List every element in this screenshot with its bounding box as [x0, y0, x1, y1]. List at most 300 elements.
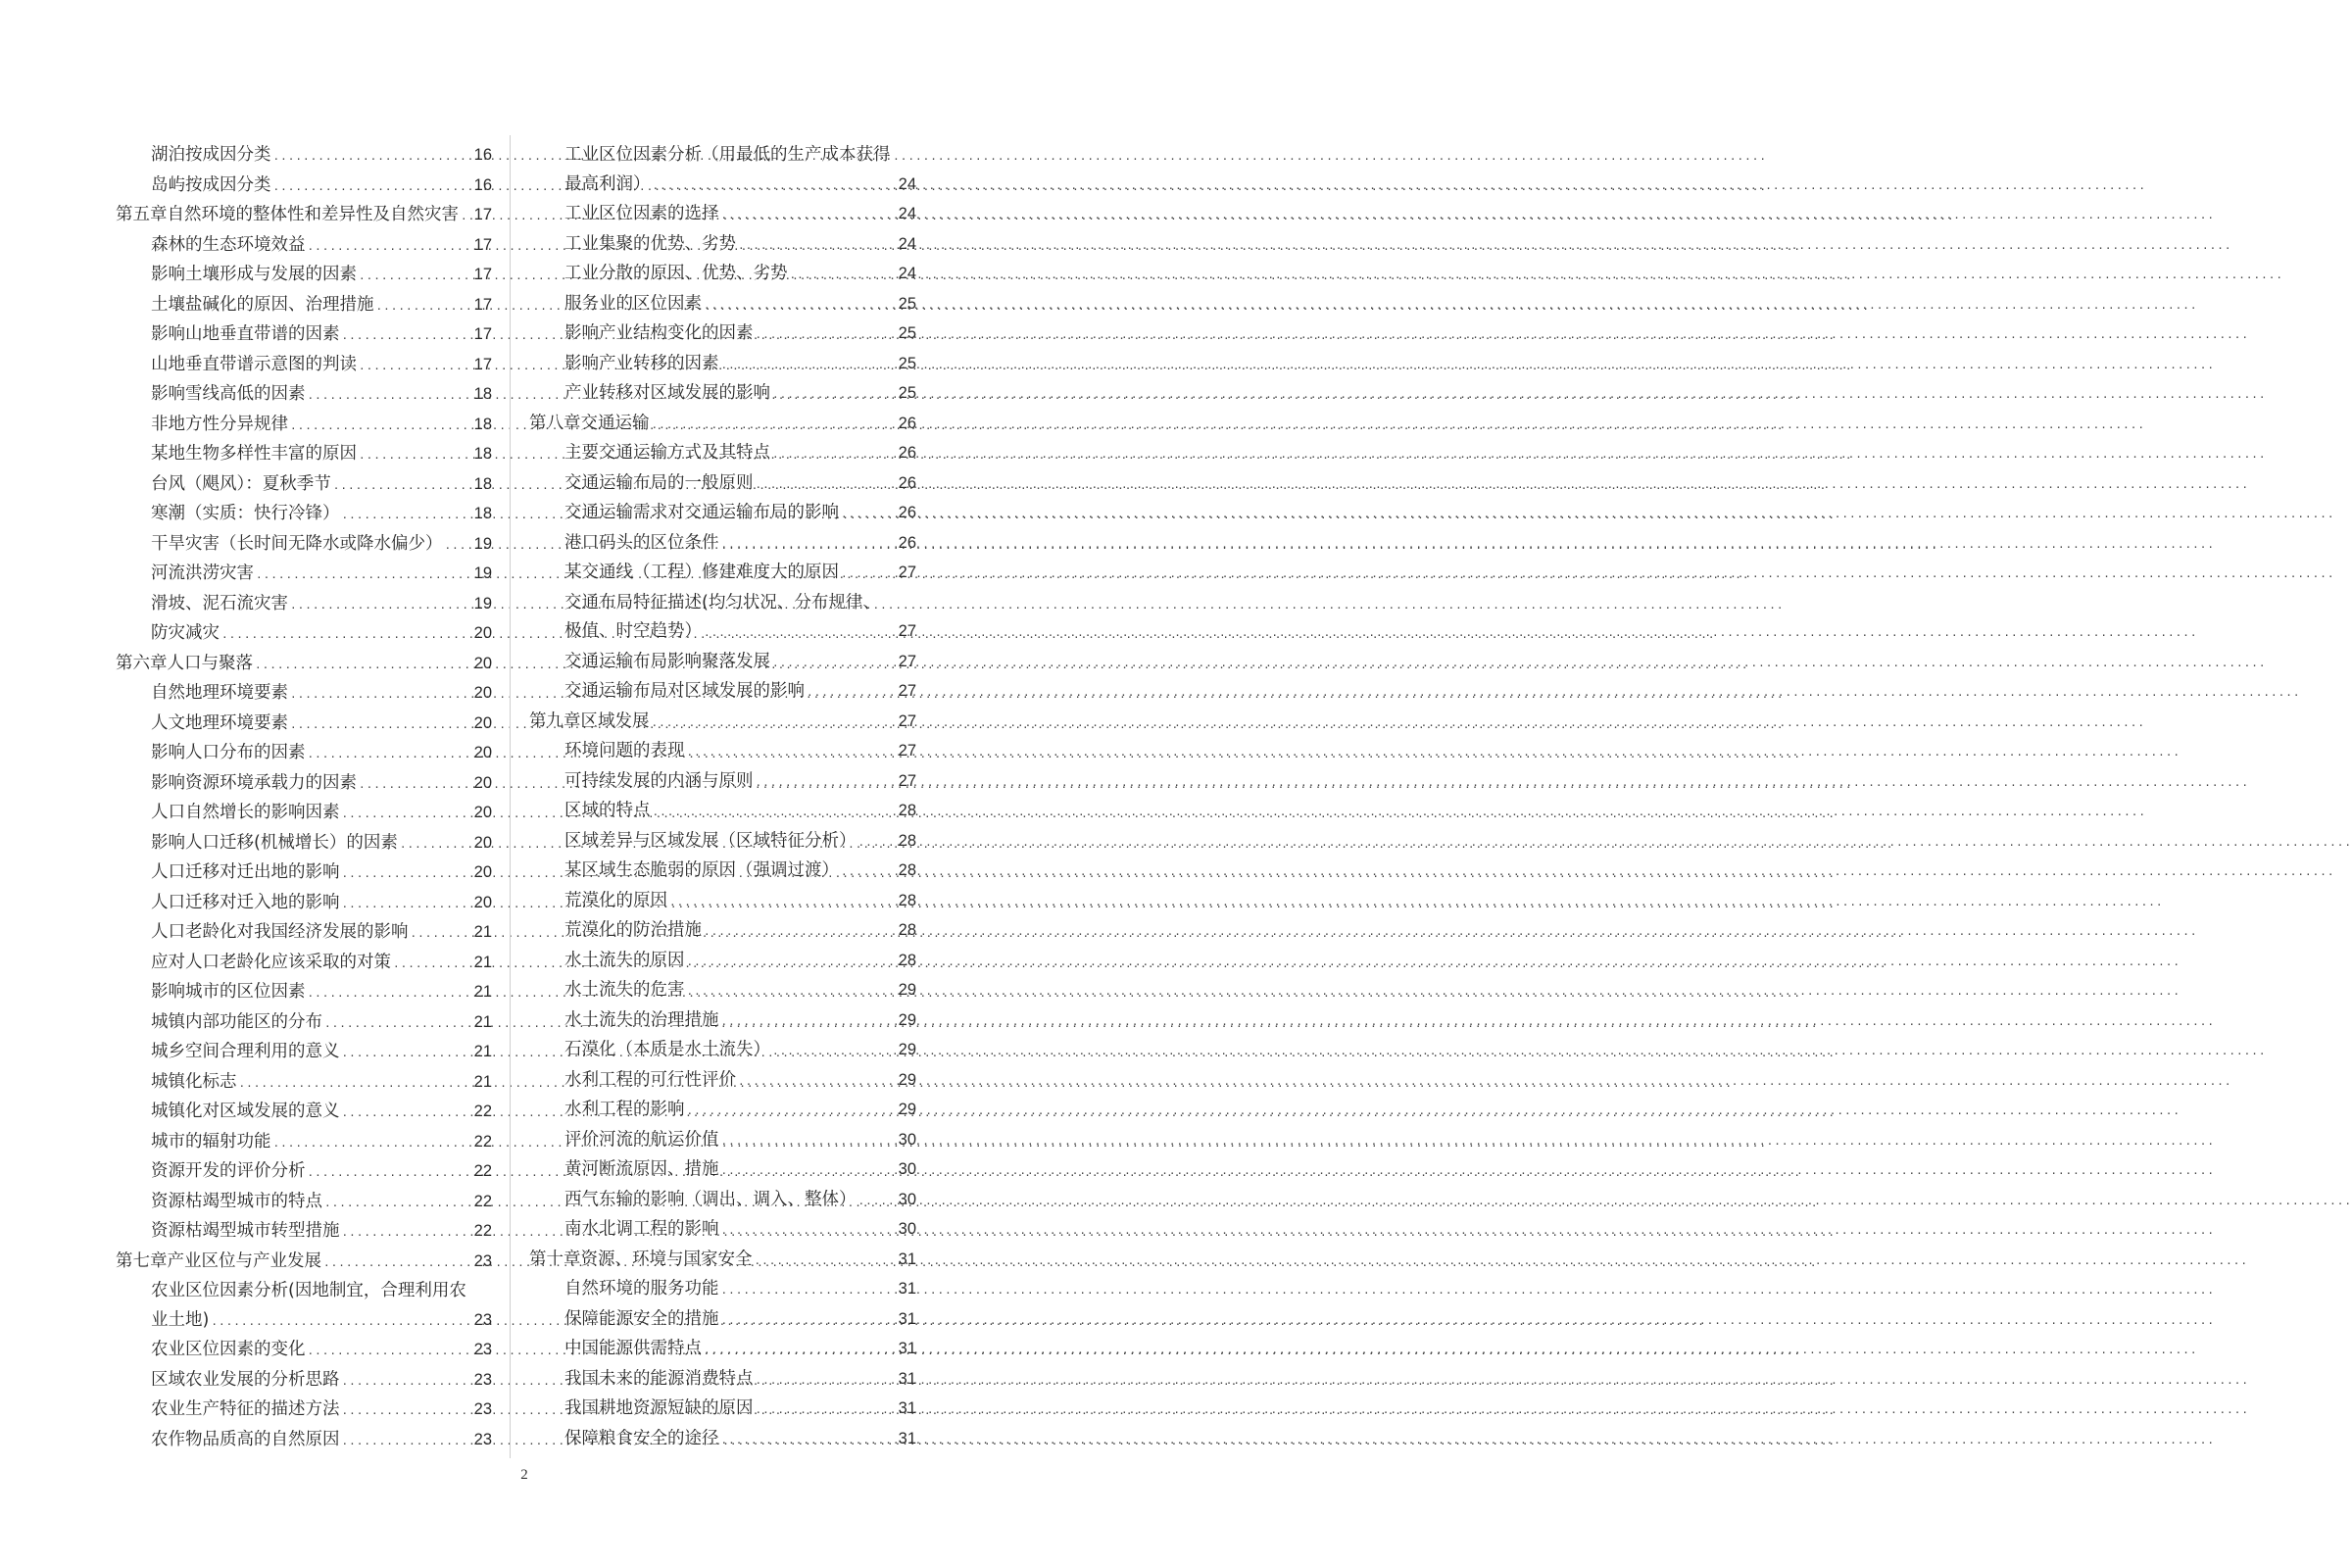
toc-entry-title: 第六章人口与聚落 — [116, 653, 253, 673]
toc-entry-title: 第八章交通运输 — [529, 413, 650, 433]
toc-section-entry[interactable] — [529, 1036, 916, 1066]
toc-section-entry[interactable] — [529, 1365, 916, 1396]
toc-entry-title: 土壤盐碱化的原因、治理措施 — [151, 294, 374, 315]
toc-section-entry[interactable] — [529, 200, 916, 230]
toc-section-entry[interactable] — [116, 411, 492, 441]
toc-entry-title: 湖泊按成因分类 — [151, 145, 271, 165]
toc-page-number: 21 — [473, 1072, 492, 1091]
toc-section-entry[interactable] — [529, 350, 916, 380]
toc-entry-title: 某区域生态脆弱的原因（强调过渡） — [564, 860, 839, 880]
toc-section-entry[interactable] — [116, 291, 492, 321]
toc-section-entry[interactable] — [116, 320, 492, 351]
toc-entry-title: 影响产业结构变化的因素 — [564, 323, 754, 343]
dot-leader — [756, 1366, 897, 1396]
dot-leader — [772, 649, 897, 678]
toc-entry-title: 环境问题的表现 — [564, 741, 685, 760]
dot-leader — [359, 262, 472, 291]
toc-page-number: 30 — [898, 1130, 916, 1149]
toc-entry-title: 影响资源环境承载力的因素 — [151, 772, 357, 793]
toc-entry-title: 寒潮（实质：快行冷锋） — [151, 504, 340, 523]
toc-page-number: 23 — [473, 1430, 492, 1448]
toc-page-number: 20 — [473, 684, 492, 702]
toc-entry-title: 城市的辐射功能 — [151, 1131, 271, 1152]
dot-leader — [308, 232, 472, 262]
toc-page-number: 21 — [473, 1012, 492, 1031]
toc-entry-title: 南水北调工程的影响 — [564, 1219, 719, 1239]
toc-section-entry[interactable] — [529, 677, 916, 708]
toc-section-entry[interactable] — [116, 1068, 492, 1099]
toc-section-entry[interactable] — [116, 560, 492, 590]
dot-leader — [323, 1249, 472, 1278]
toc-page-number: 31 — [898, 1250, 916, 1268]
toc-section-entry[interactable] — [529, 976, 916, 1006]
toc-section-entry[interactable] — [116, 1336, 492, 1366]
dot-leader — [400, 830, 472, 859]
toc-page-number: 17 — [473, 266, 492, 283]
dot-leader — [704, 618, 897, 648]
toc-page-number: 28 — [898, 891, 916, 909]
toc-page-number: 31 — [898, 1429, 916, 1447]
toc-section-entry[interactable] — [116, 1277, 492, 1336]
toc-page-number: 18 — [473, 445, 492, 463]
toc-entry-title: 农作物品质高的自然原因 — [151, 1429, 340, 1449]
toc-entry-title: 交通运输布局的一般原则 — [564, 472, 754, 493]
toc-section-entry[interactable] — [116, 619, 492, 650]
toc-page-number: 22 — [473, 1192, 492, 1210]
toc-entry-title: 影响产业转移的因素 — [564, 353, 719, 373]
toc-page-number: 18 — [473, 385, 492, 403]
dot-leader — [653, 798, 897, 827]
toc-page-number: 27 — [898, 742, 916, 760]
toc-entry-title: 资源枯竭型城市转型措施 — [151, 1221, 340, 1241]
toc-chapter-entry[interactable] — [116, 1248, 492, 1278]
toc-section-entry[interactable] — [529, 499, 916, 529]
toc-page-number: 24 — [898, 265, 916, 282]
dot-leader — [721, 1216, 897, 1246]
dot-leader — [290, 412, 472, 441]
toc-section-entry[interactable] — [529, 559, 916, 589]
toc-page-number: 18 — [473, 505, 492, 522]
toc-entry-title: 城镇化标志 — [151, 1071, 237, 1092]
toc-page-number: 27 — [898, 652, 916, 670]
toc-section-entry[interactable] — [116, 1217, 492, 1248]
toc-entry-title: 水土流失的治理措施 — [564, 1009, 719, 1030]
dot-leader — [652, 709, 897, 738]
toc-section-entry[interactable] — [529, 469, 916, 500]
toc-right-column — [529, 141, 916, 1454]
toc-section-entry[interactable] — [529, 1126, 916, 1156]
toc-page-number: 28 — [898, 802, 916, 819]
toc-entry-title: 影响雪线高低的因素 — [151, 384, 306, 404]
toc-entry-title: 农业区位因素分析(因地制宜，合理利用农 — [151, 1281, 466, 1300]
toc-page-number: 22 — [473, 1222, 492, 1240]
toc-entry-title: 交通布局特征描述(均匀状况、分布规律、 — [564, 592, 880, 612]
toc-section-entry[interactable] — [116, 769, 492, 800]
toc-entry-title: 荒漠化的防治措施 — [564, 920, 702, 940]
toc-section-entry[interactable] — [529, 767, 916, 798]
toc-page-number: 23 — [473, 1370, 492, 1389]
toc-entry-title: 防灾减灾 — [151, 623, 220, 643]
dot-leader — [790, 261, 897, 290]
toc-section-entry[interactable] — [529, 319, 916, 350]
dot-leader — [841, 858, 897, 887]
toc-section-entry[interactable] — [116, 172, 492, 202]
toc-chapter-entry[interactable] — [529, 708, 916, 738]
toc-entry-title: 我国耕地资源短缺的原因 — [564, 1398, 754, 1418]
toc-page-number: 24 — [898, 174, 916, 193]
toc-page-number: 30 — [898, 1220, 916, 1238]
toc-entry-title: 石漠化（本质是水土流失） — [564, 1040, 770, 1059]
toc-chapter-entry[interactable] — [116, 650, 492, 680]
toc-entry-title: 城镇化对区域发展的意义 — [151, 1102, 340, 1121]
dot-leader — [858, 1187, 897, 1216]
dot-leader — [687, 1097, 897, 1126]
dot-leader — [721, 1127, 897, 1156]
toc-entry-title: 工业区位因素的选择 — [564, 204, 719, 223]
toc-section-entry[interactable] — [116, 1396, 492, 1426]
dot-leader — [461, 202, 472, 231]
toc-section-entry[interactable] — [116, 590, 492, 620]
dot-leader — [652, 411, 897, 440]
toc-chapter-entry[interactable] — [529, 410, 916, 440]
dot-leader — [721, 1276, 897, 1305]
dot-leader — [342, 1099, 472, 1128]
dot-leader — [393, 950, 472, 979]
toc-entry-title: 影响人口分布的因素 — [151, 743, 306, 762]
toc-page-number: 29 — [898, 981, 916, 999]
toc-entry-title: 影响山地垂直带谱的因素 — [151, 324, 340, 344]
toc-page-number: 27 — [898, 622, 916, 640]
dot-leader — [687, 977, 897, 1006]
toc-entry-title: 工业集聚的优势、劣势 — [564, 233, 736, 254]
toc-chapter-entry[interactable] — [116, 201, 492, 231]
toc-page-number: 26 — [898, 533, 916, 552]
toc-page-number: 26 — [898, 504, 916, 521]
toc-page-number: 29 — [898, 1101, 916, 1118]
toc-section-entry[interactable] — [529, 589, 916, 648]
toc-section-entry[interactable] — [116, 799, 492, 829]
dot-leader — [755, 1247, 897, 1276]
dot-leader — [273, 1129, 472, 1158]
toc-section-entry[interactable] — [116, 1188, 492, 1218]
toc-entry-title: 人口迁移对迁出地的影响 — [151, 862, 340, 882]
toc-page-number: 16 — [473, 175, 492, 194]
toc-entry-title: 产业转移对区域发展的影响 — [564, 383, 770, 403]
dot-leader — [721, 351, 897, 380]
toc-entry-title: 评价河流的航运价值 — [564, 1129, 719, 1150]
toc-section-entry[interactable] — [529, 1275, 916, 1305]
toc-entry-title: 港口码头的区位条件 — [564, 532, 719, 553]
dot-leader — [342, 1218, 472, 1248]
toc-page-number: 20 — [473, 893, 492, 911]
toc-page-number: 31 — [898, 1340, 916, 1357]
toc-entry-title: 影响人口迁移(机械增长）的因素 — [151, 832, 398, 853]
toc-page-number: 29 — [898, 1010, 916, 1029]
toc-page-number: 17 — [473, 235, 492, 254]
toc-section-entry[interactable] — [116, 1426, 492, 1456]
toc-section-entry[interactable] — [529, 439, 916, 469]
toc-page-number: 17 — [473, 325, 492, 343]
toc-page-number: 19 — [473, 564, 492, 582]
toc-page-number: 20 — [473, 744, 492, 761]
toc-page-number: 21 — [473, 953, 492, 971]
toc-section-entry[interactable] — [529, 737, 916, 767]
toc-section-entry[interactable] — [529, 141, 916, 200]
toc-page-number: 26 — [898, 473, 916, 492]
toc-entry-title: 干旱灾害（长时间无降水或降水偏少） — [151, 533, 443, 554]
dot-leader — [221, 620, 472, 650]
toc-page-number: 17 — [473, 295, 492, 314]
toc-entry-title-continued: 业土地) — [151, 1309, 210, 1330]
toc-entry-title: 城镇内部功能区的分布 — [151, 1011, 322, 1032]
toc-entry-title: 水土流失的原因 — [564, 950, 685, 970]
toc-page-number: 17 — [473, 355, 492, 373]
dot-leader — [359, 770, 472, 800]
dot-leader — [704, 1336, 897, 1365]
toc-section-entry[interactable] — [116, 829, 492, 859]
toc-section-entry[interactable] — [116, 1008, 492, 1039]
toc-entry-title: 人口自然增长的影响因素 — [151, 803, 340, 822]
toc-entry-title: 我国未来的能源消费特点 — [564, 1368, 754, 1389]
dot-leader — [858, 828, 897, 858]
toc-entry-title: 保障能源安全的措施 — [564, 1308, 719, 1329]
dot-leader — [687, 738, 897, 767]
dot-leader — [308, 740, 472, 769]
toc-section-entry[interactable] — [116, 918, 492, 949]
toc-section-entry[interactable] — [116, 141, 492, 172]
dot-leader — [342, 1427, 472, 1456]
toc-entry-title: 主要交通运输方式及其特点 — [564, 443, 770, 463]
dot-leader — [342, 859, 472, 889]
toc-entry-title: 人口迁移对迁入地的影响 — [151, 892, 340, 912]
toc-page-number: 23 — [473, 1341, 492, 1358]
dot-leader — [807, 678, 897, 708]
toc-entry-title: 服务业的区位因素 — [564, 293, 702, 314]
toc-entry-title: 黄河断流原因、措施 — [564, 1159, 719, 1179]
toc-page-number: 20 — [473, 773, 492, 792]
toc-entry-title: 交通运输布局影响聚落发展 — [564, 651, 770, 671]
toc-section-entry[interactable] — [529, 1155, 916, 1186]
dot-leader — [756, 470, 897, 500]
toc-section-entry[interactable] — [529, 827, 916, 858]
toc-entry-title: 森林的生态环境效益 — [151, 234, 306, 255]
toc-page-number: 16 — [473, 146, 492, 164]
dot-leader — [290, 680, 472, 710]
toc-page-number: 17 — [473, 206, 492, 223]
toc-section-entry[interactable] — [116, 500, 492, 530]
toc-section-entry[interactable] — [529, 857, 916, 887]
toc-page-number: 18 — [473, 415, 492, 433]
toc-entry-title: 某交通线（工程）修建难度大的原因 — [564, 563, 839, 582]
toc-section-entry[interactable] — [529, 1215, 916, 1246]
toc-page-number: 24 — [898, 205, 916, 222]
toc-page-number: 31 — [898, 1309, 916, 1328]
toc-section-entry[interactable] — [116, 1038, 492, 1068]
toc-entry-title: 工业区位因素分析（用最低的生产成本获得 — [564, 145, 891, 165]
toc-entry-title: 资源开发的评价分析 — [151, 1161, 306, 1181]
toc-section-entry[interactable] — [529, 1186, 916, 1216]
toc-entry-title: 交通运输布局对区域发展的影响 — [564, 681, 805, 701]
toc-entry-title: 人文地理环境要素 — [151, 712, 288, 733]
dot-leader — [445, 531, 472, 561]
toc-page-number: 24 — [898, 234, 916, 253]
dot-leader — [841, 500, 897, 529]
dot-leader — [721, 1306, 897, 1336]
toc-page-number: 27 — [898, 564, 916, 581]
toc-entry-title-continued: 最高利润） — [564, 173, 651, 194]
dot-leader — [756, 1396, 897, 1425]
toc-entry-title: 滑坡、泥石流灾害 — [151, 593, 288, 613]
toc-page-number: 21 — [473, 983, 492, 1001]
dot-leader — [721, 1426, 897, 1455]
dot-leader — [308, 1158, 472, 1188]
toc-section-entry[interactable] — [116, 380, 492, 411]
toc-page-number: 26 — [898, 444, 916, 462]
toc-section-entry[interactable] — [116, 231, 492, 262]
toc-entry-title: 交通运输需求对交通运输布局的影响 — [564, 503, 839, 522]
dot-leader — [290, 591, 472, 620]
dot-leader — [704, 917, 897, 947]
toc-section-entry[interactable] — [529, 1305, 916, 1336]
toc-page-number: 27 — [898, 771, 916, 790]
dot-leader — [342, 321, 472, 351]
toc-section-entry[interactable] — [116, 440, 492, 470]
toc-page-number: 20 — [473, 624, 492, 642]
dot-leader — [721, 1007, 897, 1037]
toc-section-entry[interactable] — [529, 1395, 916, 1425]
dot-leader — [841, 560, 897, 589]
toc-page-number: 25 — [898, 324, 916, 342]
toc-section-entry[interactable] — [116, 889, 492, 919]
dot-leader — [324, 1189, 472, 1218]
toc-entry-title: 山地垂直带谱示意图的判读 — [151, 354, 357, 374]
toc-section-entry[interactable] — [116, 470, 492, 501]
toc-entry-title: 第七章产业区位与产业发展 — [116, 1250, 321, 1271]
toc-section-entry[interactable] — [529, 887, 916, 917]
toc-page-number: 18 — [473, 474, 492, 493]
toc-section-entry[interactable] — [116, 858, 492, 889]
toc-page-number: 31 — [898, 1399, 916, 1417]
toc-entry-title: 城乡空间合理利用的意义 — [151, 1042, 340, 1061]
toc-section-entry[interactable] — [529, 648, 916, 678]
dot-leader — [756, 320, 897, 350]
dot-leader — [411, 919, 472, 949]
toc-section-entry[interactable] — [529, 1006, 916, 1037]
toc-section-entry[interactable] — [116, 1128, 492, 1158]
toc-entry-title-continued: 极值、时空趋势） — [564, 621, 702, 641]
toc-section-entry[interactable] — [529, 1425, 916, 1455]
toc-section-entry[interactable] — [116, 530, 492, 561]
toc-entry-title: 保障粮食安全的途径 — [564, 1428, 719, 1448]
toc-section-entry[interactable] — [529, 1066, 916, 1097]
toc-entry-title: 西气东输的影响（调出、调入、整体） — [564, 1189, 857, 1209]
toc-entry-title: 影响城市的区位因素 — [151, 982, 306, 1002]
toc-section-entry[interactable] — [116, 978, 492, 1008]
toc-page-number: 31 — [898, 1280, 916, 1298]
dot-leader — [342, 1039, 472, 1068]
toc-section-entry[interactable] — [529, 529, 916, 560]
dot-leader — [342, 800, 472, 829]
toc-section-entry[interactable] — [116, 351, 492, 381]
toc-page-number: 30 — [898, 1190, 916, 1208]
toc-entry-title: 人口老龄化对我国经济发展的影响 — [151, 922, 409, 942]
toc-section-entry[interactable] — [529, 916, 916, 947]
toc-page-number: 25 — [898, 384, 916, 402]
toc-section-entry[interactable] — [529, 1096, 916, 1126]
toc-section-entry[interactable] — [529, 290, 916, 320]
toc-chapter-entry[interactable] — [529, 1246, 916, 1276]
toc-page-number: 23 — [473, 1400, 492, 1418]
toc-page-number: 28 — [898, 831, 916, 850]
toc-entry-title: 自然地理环境要素 — [151, 683, 288, 703]
toc-page-number: 28 — [898, 921, 916, 939]
toc-entry-title: 第九章区域发展 — [529, 710, 650, 731]
toc-page-number: 25 — [898, 354, 916, 372]
toc-section-entry[interactable] — [116, 949, 492, 979]
toc-entry-title: 某地生物多样性丰富的原因 — [151, 444, 357, 464]
toc-entry-title: 水土流失的危害 — [564, 980, 685, 1000]
dot-leader — [308, 1337, 472, 1366]
dot-leader — [721, 1156, 897, 1186]
dot-leader — [704, 291, 897, 320]
toc-section-entry[interactable] — [116, 1098, 492, 1128]
toc-page-number: 20 — [473, 654, 492, 672]
toc-section-entry[interactable] — [529, 947, 916, 977]
toc-page-number: 29 — [898, 1070, 916, 1089]
toc-section-entry[interactable] — [529, 230, 916, 261]
toc-section-entry[interactable] — [116, 1157, 492, 1188]
dot-leader — [211, 1307, 471, 1337]
toc-section-entry[interactable] — [116, 710, 492, 740]
toc-page-number: 19 — [473, 534, 492, 553]
column-divider — [510, 135, 511, 1458]
toc-page-number: 19 — [473, 594, 492, 612]
toc-entry-title: 非地方性分异规律 — [151, 414, 288, 434]
toc-page-number: 28 — [898, 951, 916, 969]
toc-page-number: 22 — [473, 1132, 492, 1151]
dot-leader — [255, 651, 472, 680]
toc-entry-title: 区域差异与区域发展（区域特征分析） — [564, 830, 857, 851]
toc-section-entry[interactable] — [529, 1335, 916, 1365]
toc-section-entry[interactable] — [116, 1366, 492, 1396]
toc-page-number: 20 — [473, 713, 492, 732]
toc-section-entry[interactable] — [529, 379, 916, 410]
toc-entry-title: 岛屿按成因分类 — [151, 174, 271, 195]
toc-section-entry[interactable] — [529, 260, 916, 290]
dot-leader — [669, 888, 897, 917]
toc-section-entry[interactable] — [529, 797, 916, 827]
page-number: 2 — [520, 1467, 528, 1483]
toc-page-number: 29 — [898, 1041, 916, 1058]
toc-page-number: 21 — [473, 1043, 492, 1060]
toc-entry-title: 农业区位因素的变化 — [151, 1340, 306, 1359]
toc-section-entry[interactable] — [116, 261, 492, 291]
toc-page-number: 27 — [898, 682, 916, 700]
dot-leader — [273, 172, 472, 202]
toc-section-entry[interactable] — [116, 679, 492, 710]
dot-leader — [308, 381, 472, 411]
dot-leader — [738, 231, 897, 261]
toc-page-number: 20 — [473, 863, 492, 881]
toc-entry-title: 第五章自然环境的整体性和差异性及自然灾害 — [116, 205, 459, 224]
toc-entry-title: 应对人口老龄化应该采取的对策 — [151, 952, 391, 972]
dot-leader — [324, 1009, 472, 1039]
toc-entry-title: 工业分散的原因、优势、劣势 — [564, 264, 788, 283]
dot-leader — [772, 440, 897, 469]
toc-page-number: 22 — [473, 1102, 492, 1120]
dot-leader — [738, 1067, 897, 1097]
toc-section-entry[interactable] — [116, 739, 492, 769]
